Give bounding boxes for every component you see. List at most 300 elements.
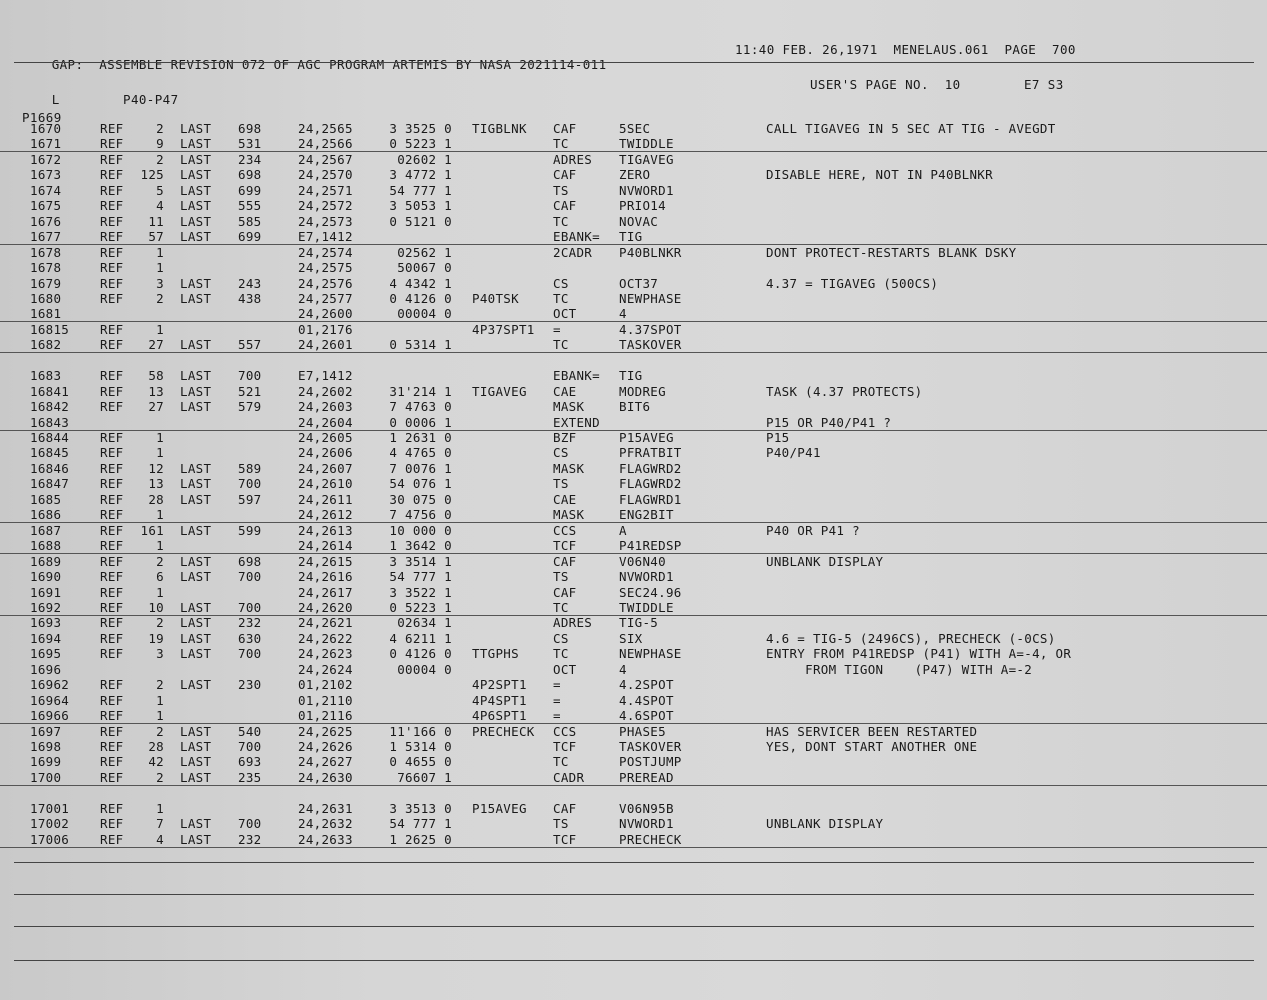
memory-address: 24,2602 bbox=[298, 383, 353, 399]
line-number: 1690 bbox=[30, 569, 62, 585]
operand: ZERO bbox=[619, 167, 651, 183]
comment-text: P15 OR P40/P41 ? bbox=[766, 414, 892, 430]
memory-address: 24,2632 bbox=[298, 816, 353, 832]
comment-text: UNBLANK DISPLAY bbox=[766, 553, 884, 569]
opcode: TS bbox=[553, 476, 569, 492]
listing-row bbox=[0, 585, 1267, 600]
line-number: 1688 bbox=[30, 538, 62, 554]
last-marker: LAST bbox=[180, 831, 212, 847]
last-page: 235 bbox=[238, 769, 262, 785]
operand: FLAGWRD2 bbox=[619, 460, 682, 476]
symbol-label: P15AVEG bbox=[472, 800, 527, 816]
listing-row bbox=[0, 677, 1267, 692]
octal-value: 7 0076 1 bbox=[389, 460, 452, 476]
memory-address: 01,2116 bbox=[298, 708, 353, 724]
listing-row bbox=[0, 353, 1267, 368]
operand: ENG2BIT bbox=[619, 507, 674, 523]
opcode: TS bbox=[553, 569, 569, 585]
ref-marker: REF bbox=[100, 754, 124, 770]
ref-marker: REF bbox=[100, 584, 124, 600]
ref-marker: REF bbox=[100, 553, 124, 569]
listing-row bbox=[0, 816, 1267, 831]
ref-count: 42 bbox=[148, 754, 164, 770]
octal-value: 0 5223 1 bbox=[389, 599, 452, 615]
listing-row bbox=[0, 600, 1267, 616]
operand: NEWPHASE bbox=[619, 646, 682, 662]
last-page: 438 bbox=[238, 290, 262, 306]
ref-count: 2 bbox=[156, 151, 164, 167]
octal-value: 0 4126 0 bbox=[389, 290, 452, 306]
ref-count: 2 bbox=[156, 290, 164, 306]
last-page: 700 bbox=[238, 476, 262, 492]
opcode: OCT bbox=[553, 306, 577, 322]
memory-address: 24,2621 bbox=[298, 615, 353, 631]
opcode: = bbox=[553, 321, 561, 337]
last-page: 700 bbox=[238, 569, 262, 585]
ref-marker: REF bbox=[100, 723, 124, 739]
opcode: TCF bbox=[553, 538, 577, 554]
ref-count: 27 bbox=[148, 399, 164, 415]
line-number: 16843 bbox=[30, 414, 70, 430]
octal-value: 1 3642 0 bbox=[389, 538, 452, 554]
ref-count: 5 bbox=[156, 182, 164, 198]
octal-value: 3 3513 0 bbox=[389, 800, 452, 816]
opcode: TCF bbox=[553, 831, 577, 847]
ref-marker: REF bbox=[100, 430, 124, 445]
listing-row bbox=[0, 152, 1267, 167]
line-number: 16962 bbox=[30, 677, 70, 693]
listing-row bbox=[0, 445, 1267, 460]
listing-row bbox=[0, 198, 1267, 213]
ref-marker: REF bbox=[100, 136, 124, 152]
octal-value: 50067 0 bbox=[397, 260, 452, 276]
memory-address: 24,2574 bbox=[298, 244, 353, 260]
page-rule bbox=[14, 862, 1254, 863]
line-number: 1695 bbox=[30, 646, 62, 662]
ref-count: 7 bbox=[156, 816, 164, 832]
ref-count: 3 bbox=[156, 646, 164, 662]
ref-marker: REF bbox=[100, 476, 124, 492]
memory-address: 24,2606 bbox=[298, 445, 353, 461]
line-number: 1682 bbox=[30, 337, 62, 353]
line-number: 1686 bbox=[30, 507, 62, 523]
octal-value: 54 777 1 bbox=[389, 182, 452, 198]
line-number: 1678 bbox=[30, 260, 62, 276]
octal-value: 0 5121 0 bbox=[389, 213, 452, 229]
operand: PREREAD bbox=[619, 769, 674, 785]
memory-address: 24,2627 bbox=[298, 754, 353, 770]
symbol-label: TIGBLNK bbox=[472, 121, 527, 136]
last-page: 589 bbox=[238, 460, 262, 476]
assembly-timestamp: 11:40 FEB. 26,1971 MENELAUS.061 PAGE 700 bbox=[735, 42, 1076, 57]
last-marker: LAST bbox=[180, 290, 212, 306]
line-number: 1691 bbox=[30, 584, 62, 600]
ref-count: 12 bbox=[148, 460, 164, 476]
operand: MODREG bbox=[619, 383, 666, 399]
octal-value: 02562 1 bbox=[397, 244, 452, 260]
assembly-title: GAP: ASSEMBLE REVISION 072 OF AGC PROGRAM ARTEMIS BY NASA 2021114-011 bbox=[51, 57, 607, 72]
memory-address: 24,2630 bbox=[298, 769, 353, 785]
last-page: 597 bbox=[238, 491, 262, 507]
memory-address: 24,2633 bbox=[298, 831, 353, 847]
ref-marker: REF bbox=[100, 708, 124, 724]
comment-text: YES, DONT START ANOTHER ONE bbox=[766, 739, 978, 754]
last-page: 698 bbox=[238, 121, 262, 136]
ref-count: 28 bbox=[148, 739, 164, 754]
octal-value: 10 000 0 bbox=[389, 522, 452, 538]
operand: TIG-5 bbox=[619, 615, 659, 631]
opcode: TC bbox=[553, 337, 569, 353]
last-page: 579 bbox=[238, 399, 262, 415]
opcode: EBANK= bbox=[553, 368, 600, 384]
last-page: 234 bbox=[238, 151, 262, 167]
line-number: 16846 bbox=[30, 460, 70, 476]
ref-marker: REF bbox=[100, 121, 124, 136]
section-label: P1669 bbox=[22, 110, 62, 125]
octal-value: 76607 1 bbox=[397, 769, 452, 785]
operand: TIG bbox=[619, 229, 643, 245]
symbol-label: PRECHECK bbox=[472, 723, 535, 739]
memory-address: 24,2616 bbox=[298, 569, 353, 585]
last-page: 699 bbox=[238, 182, 262, 198]
octal-value: 54 777 1 bbox=[389, 816, 452, 832]
ref-count: 1 bbox=[156, 244, 164, 260]
opcode: TC bbox=[553, 754, 569, 770]
opcode: 2CADR bbox=[553, 244, 593, 260]
operand: 4.2SPOT bbox=[619, 677, 674, 693]
last-marker: LAST bbox=[180, 121, 212, 136]
memory-address: 24,2620 bbox=[298, 599, 353, 615]
operand: P15AVEG bbox=[619, 430, 674, 445]
ref-count: 1 bbox=[156, 260, 164, 276]
ref-count: 58 bbox=[148, 368, 164, 384]
operand: SIX bbox=[619, 630, 643, 646]
listing-row bbox=[0, 276, 1267, 291]
last-page: 700 bbox=[238, 368, 262, 384]
opcode: OCT bbox=[553, 661, 577, 677]
operand: TIGAVEG bbox=[619, 151, 674, 167]
octal-value: 0 4655 0 bbox=[389, 754, 452, 770]
ref-count: 2 bbox=[156, 615, 164, 631]
comment-text: DISABLE HERE, NOT IN P40BLNKR bbox=[766, 167, 993, 183]
line-number: 1696 bbox=[30, 661, 62, 677]
listing-row bbox=[0, 214, 1267, 229]
line-number: 1673 bbox=[30, 167, 62, 183]
ref-marker: REF bbox=[100, 630, 124, 646]
ref-count: 1 bbox=[156, 321, 164, 337]
listing-row bbox=[0, 306, 1267, 322]
opcode: BZF bbox=[553, 430, 577, 445]
last-page: 630 bbox=[238, 630, 262, 646]
listing-row bbox=[0, 167, 1267, 182]
opcode: MASK bbox=[553, 460, 585, 476]
last-page: 698 bbox=[238, 553, 262, 569]
operand: SEC24.96 bbox=[619, 584, 682, 600]
last-page: 555 bbox=[238, 198, 262, 214]
symbol-label: TTGPHS bbox=[472, 646, 519, 662]
operand: BIT6 bbox=[619, 399, 651, 415]
ref-count: 4 bbox=[156, 831, 164, 847]
memory-address: E7,1412 bbox=[298, 368, 353, 384]
last-page: 531 bbox=[238, 136, 262, 152]
ref-marker: REF bbox=[100, 460, 124, 476]
line-number: 1683 bbox=[30, 368, 62, 384]
operand: P40BLNKR bbox=[619, 244, 682, 260]
ref-marker: REF bbox=[100, 692, 124, 708]
operand: 4.4SPOT bbox=[619, 692, 674, 708]
ref-count: 2 bbox=[156, 723, 164, 739]
octal-value: 1 2631 0 bbox=[389, 430, 452, 445]
ref-marker: REF bbox=[100, 290, 124, 306]
ref-count: 1 bbox=[156, 708, 164, 724]
operand: PFRATBIT bbox=[619, 445, 682, 461]
listing-row bbox=[0, 708, 1267, 724]
symbol-label: P40TSK bbox=[472, 290, 519, 306]
comment-text: DONT PROTECT-RESTARTS BLANK DSKY bbox=[766, 244, 1017, 260]
line-number: 1671 bbox=[30, 136, 62, 152]
octal-value: 7 4763 0 bbox=[389, 399, 452, 415]
ref-count: 4 bbox=[156, 198, 164, 214]
octal-value: 0 5314 1 bbox=[389, 337, 452, 353]
listing-row bbox=[0, 646, 1267, 661]
memory-address: 24,2615 bbox=[298, 553, 353, 569]
listing-row bbox=[0, 368, 1267, 383]
last-marker: LAST bbox=[180, 229, 212, 245]
opcode: CAE bbox=[553, 491, 577, 507]
comment-text: UNBLANK DISPLAY bbox=[766, 816, 884, 832]
operand: TASKOVER bbox=[619, 337, 682, 353]
last-marker: LAST bbox=[180, 383, 212, 399]
opcode: EBANK= bbox=[553, 229, 600, 245]
symbol-label: 4P6SPT1 bbox=[472, 708, 527, 724]
opcode: TC bbox=[553, 646, 569, 662]
opcode: CAF bbox=[553, 198, 577, 214]
octal-value: 1 2625 0 bbox=[389, 831, 452, 847]
line-number: 1692 bbox=[30, 599, 62, 615]
ref-marker: REF bbox=[100, 615, 124, 631]
memory-address: 24,2613 bbox=[298, 522, 353, 538]
listing-row bbox=[0, 384, 1267, 399]
listing-row bbox=[0, 785, 1267, 800]
last-marker: LAST bbox=[180, 167, 212, 183]
listing-row bbox=[0, 430, 1267, 445]
ref-count: 27 bbox=[148, 337, 164, 353]
comment-text: ENTRY FROM P41REDSP (P41) WITH A=-4, OR bbox=[766, 646, 1072, 662]
line-number: 1679 bbox=[30, 275, 62, 291]
line-number: 16847 bbox=[30, 476, 70, 492]
octal-value: 4 4342 1 bbox=[389, 275, 452, 291]
ref-count: 1 bbox=[156, 800, 164, 816]
octal-value: 0 4126 0 bbox=[389, 646, 452, 662]
listing-row bbox=[0, 291, 1267, 306]
ref-marker: REF bbox=[100, 167, 124, 183]
operand: TWIDDLE bbox=[619, 136, 674, 152]
line-number: 1693 bbox=[30, 615, 62, 631]
memory-address: 24,2631 bbox=[298, 800, 353, 816]
ref-marker: REF bbox=[100, 445, 124, 461]
operand: FLAGWRD2 bbox=[619, 476, 682, 492]
listing-row bbox=[0, 183, 1267, 198]
opcode: TCF bbox=[553, 739, 577, 754]
line-number: 17002 bbox=[30, 816, 70, 832]
ref-count: 1 bbox=[156, 507, 164, 523]
operand: 4.6SPOT bbox=[619, 708, 674, 724]
line-number: 16841 bbox=[30, 383, 70, 399]
ref-count: 2 bbox=[156, 677, 164, 693]
line-number: 1670 bbox=[30, 121, 62, 136]
octal-value: 3 3522 1 bbox=[389, 584, 452, 600]
program-section: L P40-P47 bbox=[51, 92, 179, 107]
last-page: 699 bbox=[238, 229, 262, 245]
line-number: 1698 bbox=[30, 739, 62, 754]
octal-value: 31'214 1 bbox=[389, 383, 452, 399]
opcode: CAF bbox=[553, 553, 577, 569]
operand: 5SEC bbox=[619, 121, 651, 136]
octal-value: 00004 0 bbox=[397, 661, 452, 677]
memory-address: E7,1412 bbox=[298, 229, 353, 245]
page-rule bbox=[14, 960, 1254, 961]
ref-marker: REF bbox=[100, 337, 124, 353]
opcode: ADRES bbox=[553, 615, 593, 631]
ref-count: 13 bbox=[148, 476, 164, 492]
memory-address: 01,2102 bbox=[298, 677, 353, 693]
ref-count: 2 bbox=[156, 553, 164, 569]
line-number: 16842 bbox=[30, 399, 70, 415]
listing-row bbox=[0, 770, 1267, 786]
ref-count: 2 bbox=[156, 121, 164, 136]
memory-address: 24,2570 bbox=[298, 167, 353, 183]
line-number: 1678 bbox=[30, 244, 62, 260]
opcode: TC bbox=[553, 213, 569, 229]
last-marker: LAST bbox=[180, 182, 212, 198]
ref-marker: REF bbox=[100, 229, 124, 245]
memory-address: 24,2577 bbox=[298, 290, 353, 306]
ref-count: 11 bbox=[148, 213, 164, 229]
operand: PRECHECK bbox=[619, 831, 682, 847]
octal-value: 54 076 1 bbox=[389, 476, 452, 492]
memory-address: 24,2575 bbox=[298, 260, 353, 276]
ref-marker: REF bbox=[100, 800, 124, 816]
opcode: CCS bbox=[553, 723, 577, 739]
listing-row bbox=[0, 492, 1267, 507]
line-number: 17001 bbox=[30, 800, 70, 816]
ref-marker: REF bbox=[100, 198, 124, 214]
ref-marker: REF bbox=[100, 507, 124, 523]
comment-text: CALL TIGAVEG IN 5 SEC AT TIG - AVEGDT bbox=[766, 121, 1056, 136]
ref-count: 1 bbox=[156, 692, 164, 708]
ref-marker: REF bbox=[100, 399, 124, 415]
listing-row bbox=[0, 476, 1267, 491]
last-marker: LAST bbox=[180, 569, 212, 585]
last-page: 540 bbox=[238, 723, 262, 739]
memory-address: 24,2611 bbox=[298, 491, 353, 507]
operand: PRIO14 bbox=[619, 198, 666, 214]
ref-marker: REF bbox=[100, 816, 124, 832]
operand: NVWORD1 bbox=[619, 569, 674, 585]
last-page: 557 bbox=[238, 337, 262, 353]
line-number: 17006 bbox=[30, 831, 70, 847]
ref-count: 1 bbox=[156, 445, 164, 461]
opcode: CS bbox=[553, 275, 569, 291]
opcode: EXTEND bbox=[553, 414, 600, 430]
opcode: ADRES bbox=[553, 151, 593, 167]
ref-marker: REF bbox=[100, 151, 124, 167]
last-marker: LAST bbox=[180, 522, 212, 538]
last-page: 700 bbox=[238, 739, 262, 754]
last-marker: LAST bbox=[180, 553, 212, 569]
opcode: CS bbox=[553, 445, 569, 461]
memory-address: 24,2607 bbox=[298, 460, 353, 476]
memory-address: 24,2601 bbox=[298, 337, 353, 353]
operand: TWIDDLE bbox=[619, 599, 674, 615]
last-page: 232 bbox=[238, 831, 262, 847]
opcode: TS bbox=[553, 816, 569, 832]
ref-marker: REF bbox=[100, 522, 124, 538]
ref-count: 19 bbox=[148, 630, 164, 646]
last-page: 700 bbox=[238, 646, 262, 662]
last-marker: LAST bbox=[180, 136, 212, 152]
ref-marker: REF bbox=[100, 275, 124, 291]
octal-value: 3 5053 1 bbox=[389, 198, 452, 214]
ref-marker: REF bbox=[100, 599, 124, 615]
symbol-label: 4P37SPT1 bbox=[472, 321, 535, 337]
listing-row bbox=[0, 801, 1267, 816]
memory-address: 24,2623 bbox=[298, 646, 353, 662]
line-number: 1675 bbox=[30, 198, 62, 214]
ref-marker: REF bbox=[100, 213, 124, 229]
ref-count: 13 bbox=[148, 383, 164, 399]
operand: OCT37 bbox=[619, 275, 659, 291]
last-page: 599 bbox=[238, 522, 262, 538]
ref-count: 125 bbox=[140, 167, 164, 183]
listing-row bbox=[0, 662, 1267, 677]
memory-address: 24,2617 bbox=[298, 584, 353, 600]
listing-row bbox=[0, 538, 1267, 554]
listing-row bbox=[0, 507, 1267, 523]
operand: POSTJUMP bbox=[619, 754, 682, 770]
memory-address: 01,2110 bbox=[298, 692, 353, 708]
comment-text: HAS SERVICER BEEN RESTARTED bbox=[766, 723, 978, 739]
memory-address: 24,2573 bbox=[298, 213, 353, 229]
octal-value: 1 5314 0 bbox=[389, 739, 452, 754]
user-page-number: USER'S PAGE NO. 10 E7 S3 bbox=[810, 77, 1064, 92]
ref-marker: REF bbox=[100, 491, 124, 507]
ref-marker: REF bbox=[100, 538, 124, 554]
ref-marker: REF bbox=[100, 260, 124, 276]
last-page: 700 bbox=[238, 816, 262, 832]
line-number: 1674 bbox=[30, 182, 62, 198]
operand: NEWPHASE bbox=[619, 290, 682, 306]
last-page: 698 bbox=[238, 167, 262, 183]
memory-address: 24,2625 bbox=[298, 723, 353, 739]
octal-value: 02634 1 bbox=[397, 615, 452, 631]
last-marker: LAST bbox=[180, 599, 212, 615]
line-number: 1681 bbox=[30, 306, 62, 322]
ref-count: 6 bbox=[156, 569, 164, 585]
listing-row bbox=[0, 399, 1267, 414]
listing-row bbox=[0, 136, 1267, 152]
octal-value: 30 075 0 bbox=[389, 491, 452, 507]
operand: V06N40 bbox=[619, 553, 666, 569]
opcode: TC bbox=[553, 136, 569, 152]
line-number: 1699 bbox=[30, 754, 62, 770]
ref-count: 57 bbox=[148, 229, 164, 245]
ref-count: 9 bbox=[156, 136, 164, 152]
octal-value: 3 4772 1 bbox=[389, 167, 452, 183]
memory-address: 24,2566 bbox=[298, 136, 353, 152]
ref-marker: REF bbox=[100, 368, 124, 384]
last-marker: LAST bbox=[180, 460, 212, 476]
